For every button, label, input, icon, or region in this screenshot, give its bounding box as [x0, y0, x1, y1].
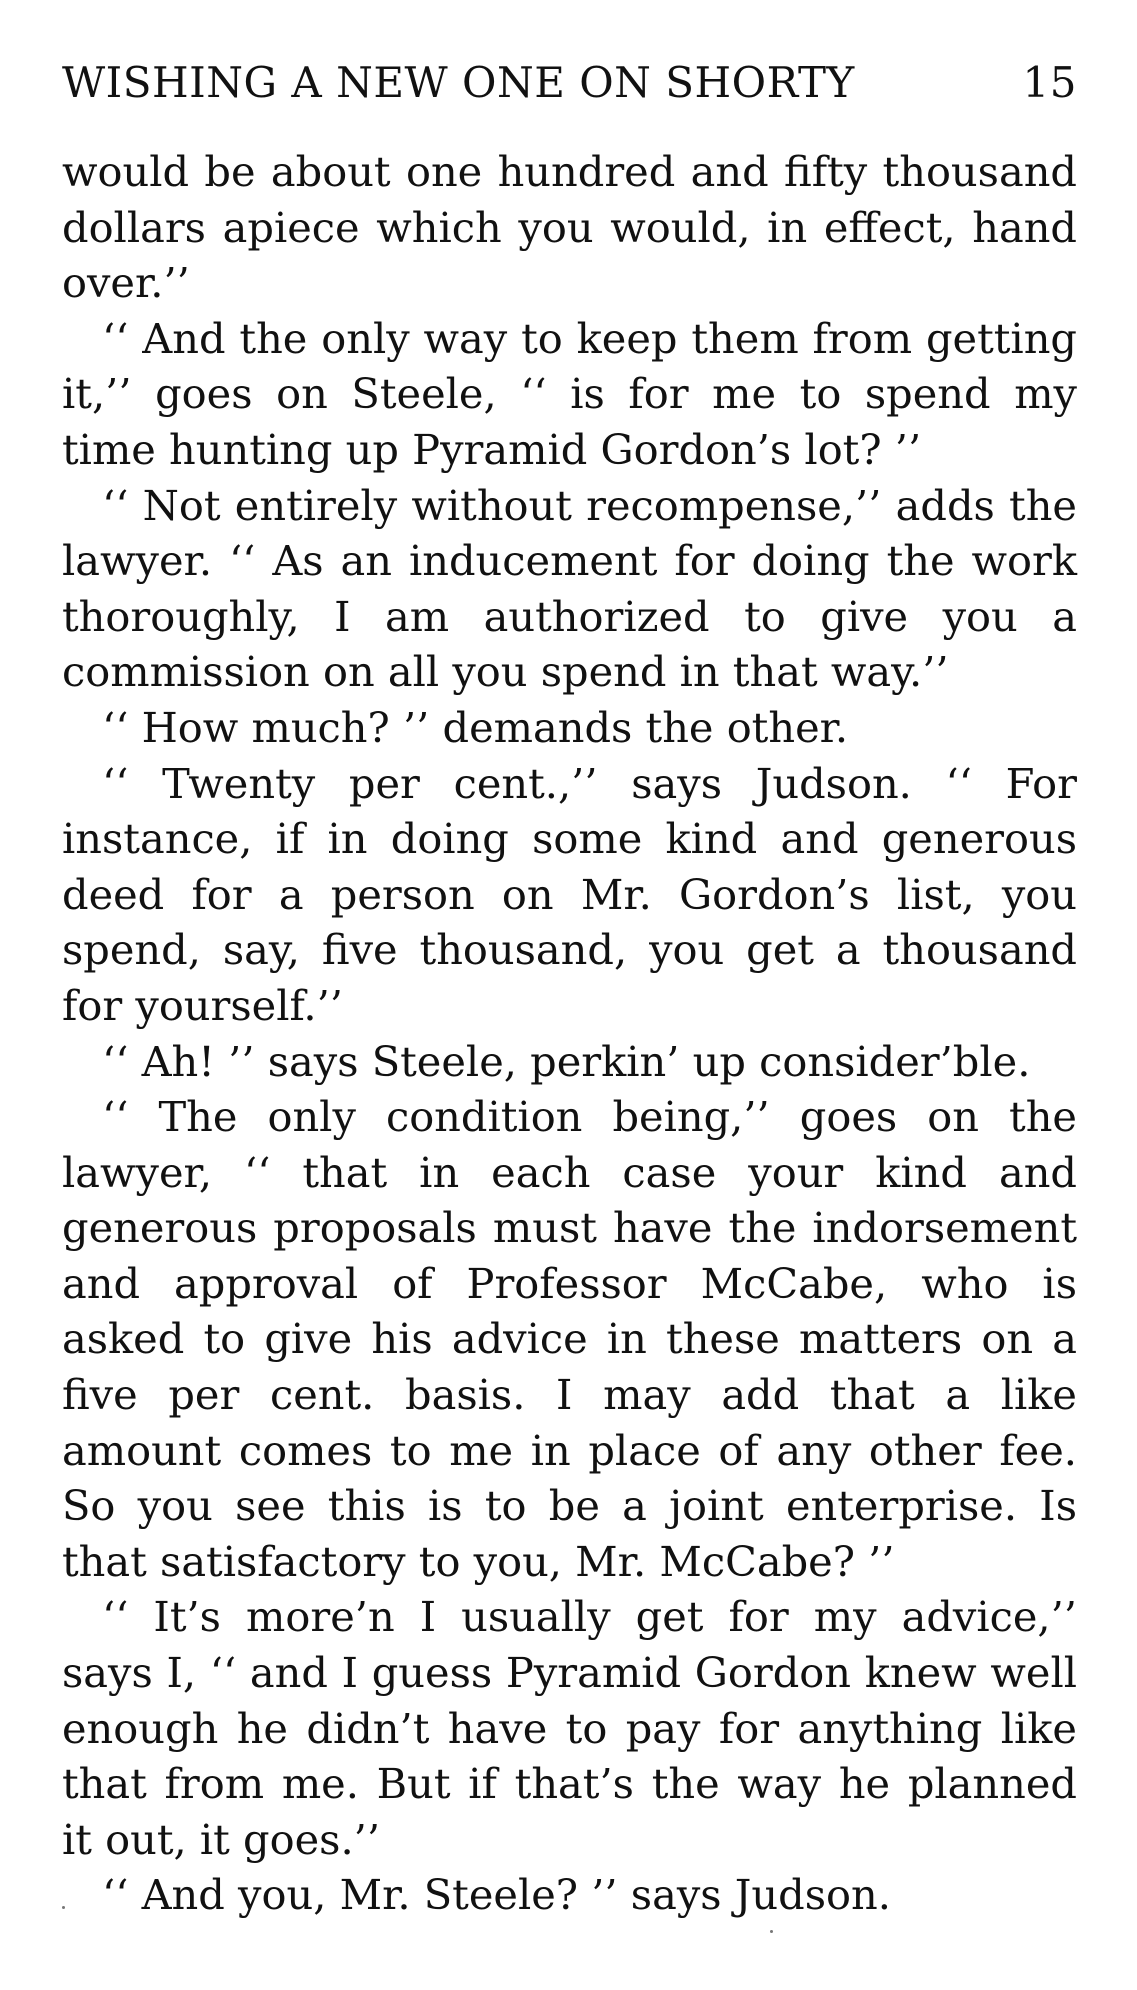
print-speck [770, 1930, 773, 1933]
paragraph: ‘‘ And you, Mr. Steele? ’’ says Judson. [102, 1870, 891, 1920]
paragraph: ‘‘ How much? ’’ demands the other. [102, 702, 849, 752]
paragraph: ‘‘ And the only way to keep them from getting it,’’ goes on Steele, ‘‘ is for me to spend my time hunting up Pyramid Gordon’s lot? ’’ [62, 313, 1077, 474]
page-number: 15 [1022, 58, 1077, 107]
paragraph: ‘‘ Not entirely without recompense,’’ adds the lawyer. ‘‘ As an inducement for doing the work thoroughly, I am authorized to give you a commission on all you spend in that way.’’ [62, 480, 1077, 697]
paragraph: would be about one hundred and fifty thousand dollars apiece which you would, in effect, hand over.’’ [62, 147, 1077, 308]
paragraph: ‘‘ Ah! ’’ says Steele, perkin’ up consider’ble. [102, 1036, 1031, 1086]
body-text [62, 144, 1077, 1923]
paragraph: ‘‘ The only condition being,’’ goes on the lawyer, ‘‘ that in each case your kind and generous proposals must have the indorsement and approval of Professor McCabe, who is asked to give his advice in these matters on a five per cent. basis. I may add that a like amount comes to me in place of any other fee. So you see this is to be a joint enterprise. Is that satisfactory to you, Mr. McCabe? ’’ [62, 1092, 1077, 1586]
print-speck [62, 1906, 65, 1909]
paragraph: ‘‘ It’s more’n I usually get for my advice,’’ says I, ‘‘ and I guess Pyramid Gordon knew well enough he didn’t have to pay for anything like that from me. But if that’s the way he planned it out, it goes.’’ [62, 1592, 1077, 1864]
running-head [62, 58, 1077, 108]
paragraph: ‘‘ Twenty per cent.,’’ says Judson. ‘‘ For instance, if in doing some kind and generous deed for a person on Mr. Gordon’s list, you spend, say, five thousand, you get a thousand for yourself.’’ [62, 758, 1077, 1030]
running-title: WISHING A NEW ONE ON SHORTY [62, 58, 855, 107]
